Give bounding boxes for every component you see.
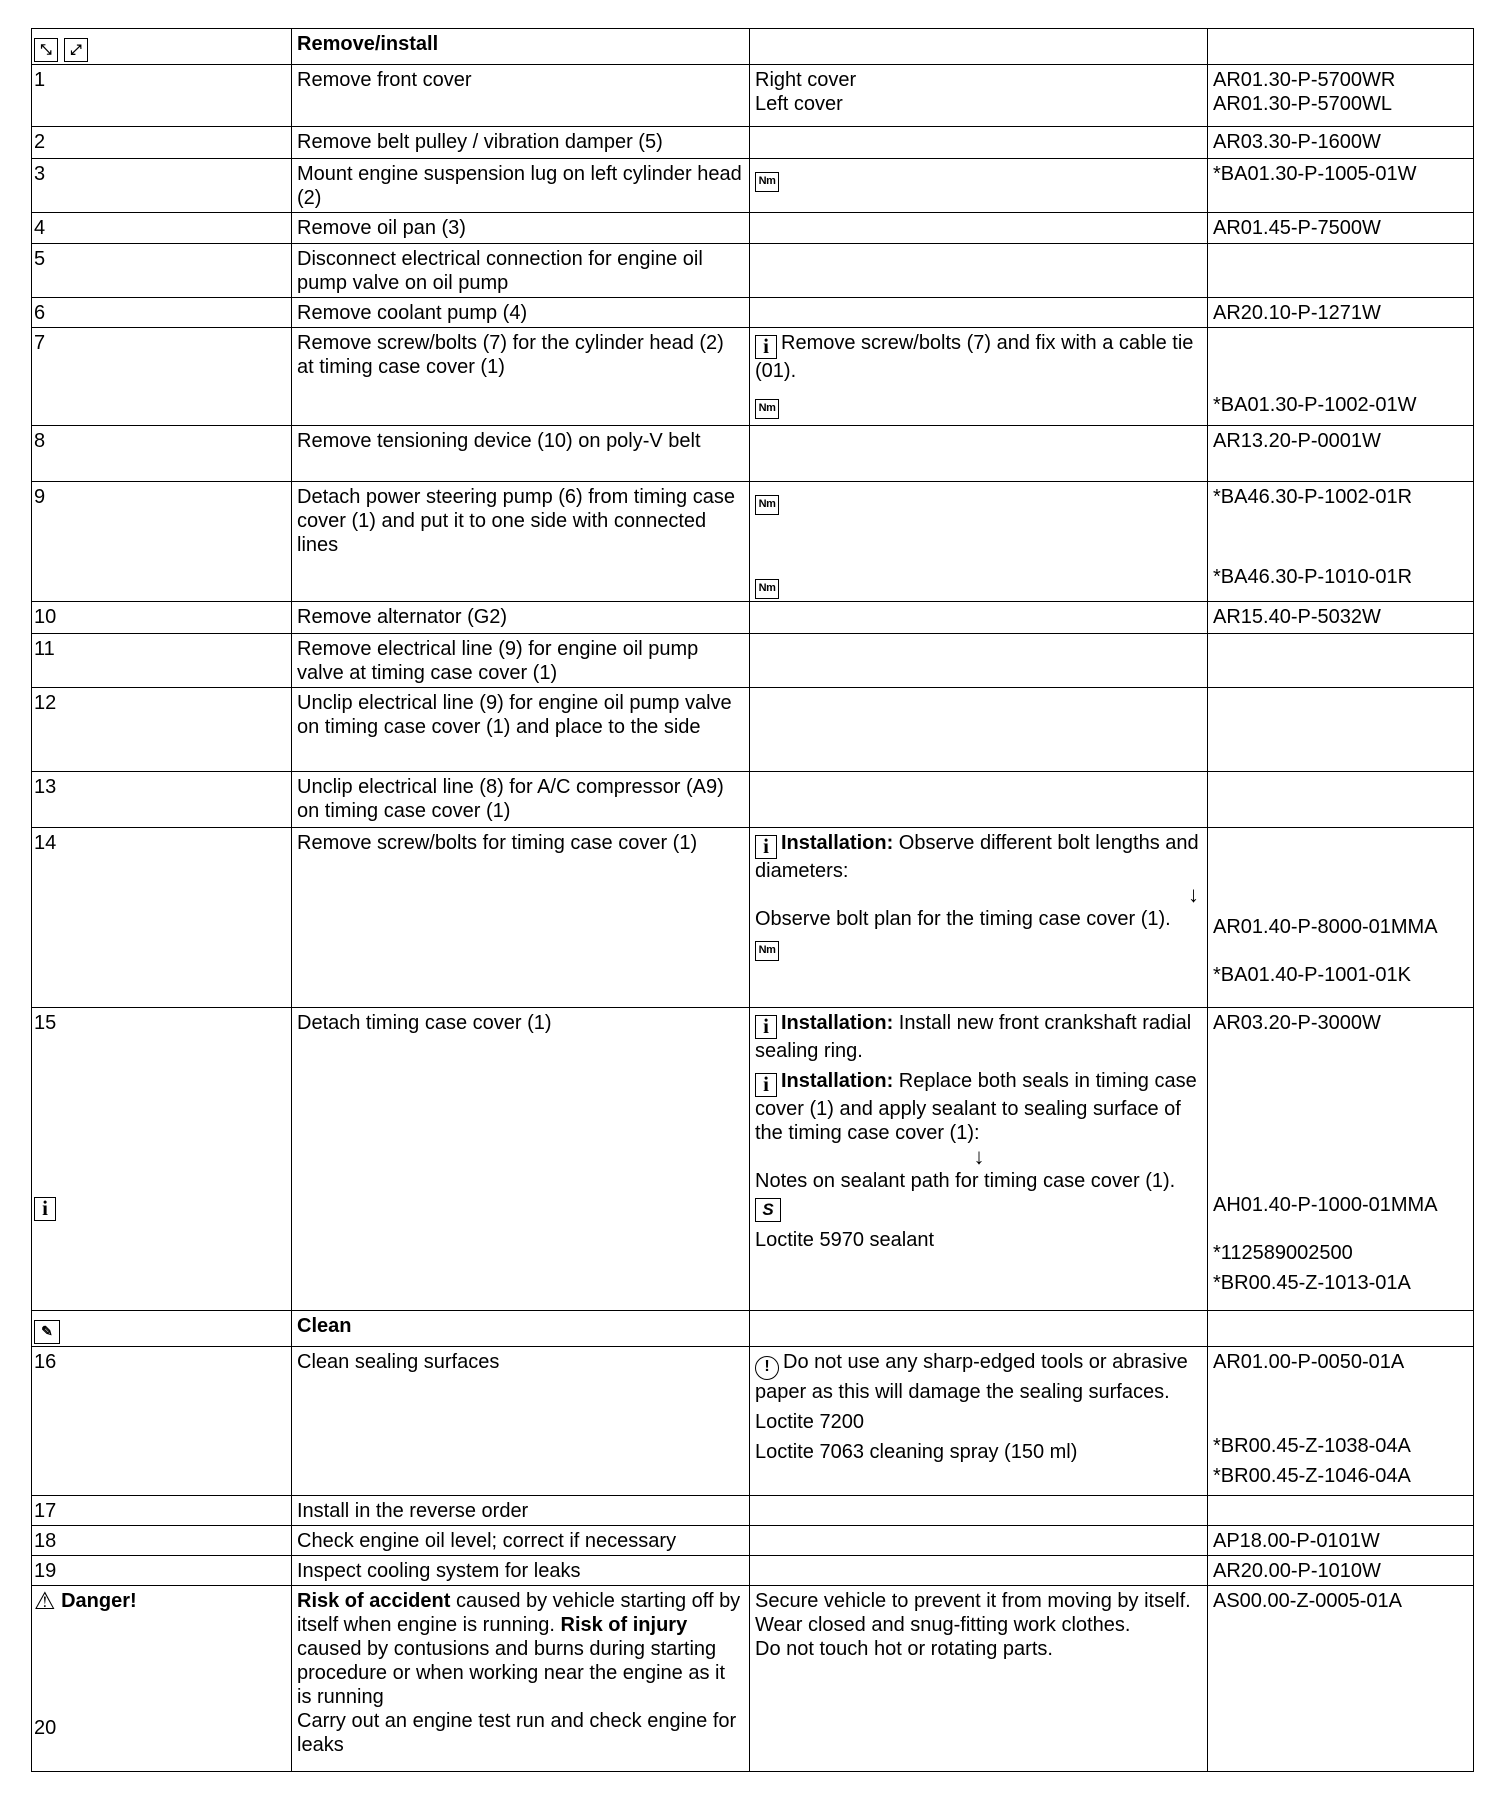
removal-arrows-icon: ⤡ (34, 38, 58, 62)
ref-link[interactable]: AS00.00-Z-0005-01A (1208, 1586, 1474, 1772)
table-row-danger (32, 1586, 1474, 1772)
step-number: 14 (32, 828, 292, 1008)
table-row (32, 1496, 1474, 1526)
ref-link[interactable]: AR01.30-P-5700WL (1213, 93, 1392, 115)
down-arrow-icon: ↓ (1188, 882, 1199, 907)
ref-link[interactable]: *BA46.30-P-1002-01R (1213, 486, 1413, 508)
step-text: Check engine oil level; correct if necessary (292, 1526, 750, 1556)
warning-triangle-icon: ⚠ (34, 1588, 56, 1615)
step-text: Clean sealing surfaces (292, 1347, 750, 1496)
step-text: Remove front cover (292, 65, 750, 127)
step-number: 9 (32, 482, 292, 602)
torque-nm-icon[interactable]: Nm (755, 495, 779, 515)
step-text: Mount engine suspension lug on left cylinder head (2) (292, 159, 750, 213)
installation-label: Installation: (781, 1012, 894, 1034)
note-text: Remove screw/bolts (7) and fix with a cable tie (01). (755, 332, 1194, 382)
table-row (32, 688, 1474, 772)
table-row (32, 1526, 1474, 1556)
step-text: Remove belt pulley / vibration damper (5) (292, 127, 750, 159)
caution-text: Do not use any sharp-edged tools or abrasive paper as this will damage the sealing surfaces. (755, 1351, 1188, 1403)
risk-accident-label: Risk of accident (297, 1590, 451, 1612)
step-text: Unclip electrical line (8) for A/C compressor (A9) on timing case cover (1) (292, 772, 750, 828)
section-title-clean: Clean (297, 1315, 352, 1337)
step-number: 17 (32, 1496, 292, 1526)
step-number: 15 (34, 1012, 57, 1034)
table-row (32, 828, 1474, 1008)
table-row (32, 602, 1474, 634)
danger-measure: Secure vehicle to prevent it from moving by itself. (755, 1590, 1191, 1612)
ref-link[interactable]: AR20.10-P-1271W (1208, 298, 1474, 328)
table-row (32, 65, 1474, 127)
risk-injury-label: Risk of injury (560, 1614, 688, 1636)
info-icon[interactable]: i (755, 335, 777, 359)
ref-link[interactable]: *BA01.40-P-1001-01K (1213, 964, 1411, 986)
ref-link[interactable]: AR13.20-P-0001W (1208, 426, 1474, 482)
ref-link[interactable]: *112589002500 (1213, 1242, 1353, 1264)
risk-accident-text: caused by vehicle starting off by itself when engine is running. (297, 1590, 741, 1636)
table-row (32, 298, 1474, 328)
torque-nm-icon[interactable]: Nm (755, 579, 779, 599)
step-number: 5 (32, 244, 292, 298)
ref-link[interactable]: AR15.40-P-5032W (1208, 602, 1474, 634)
risk-injury-text: caused by contusions and burns during starting procedure or when working near the engine as it is running (297, 1638, 726, 1708)
sealant-name: Loctite 5970 sealant (755, 1229, 935, 1251)
procedure-table (31, 28, 1474, 1772)
step-number: 11 (32, 634, 292, 688)
step-text: Remove screw/bolts for timing case cover (1) (292, 828, 750, 1008)
ref-link[interactable]: *BR00.45-Z-1038-04A (1213, 1435, 1411, 1457)
danger-label: Danger! (61, 1590, 137, 1612)
ref-link[interactable]: *BA01.30-P-1002-01W (1213, 394, 1417, 416)
torque-nm-icon[interactable]: Nm (755, 172, 779, 192)
table-row (32, 426, 1474, 482)
step-text: Detach power steering pump (6) from timing case cover (1) and put it to one side with connected lines (292, 482, 750, 602)
step-text: Remove electrical line (9) for engine oil pump valve at timing case cover (1) (292, 634, 750, 688)
ref-link[interactable]: *BA01.30-P-1005-01W (1208, 159, 1474, 213)
ref-link[interactable]: AH01.40-P-1000-01MMA (1213, 1194, 1438, 1216)
table-row (32, 213, 1474, 244)
ref-link[interactable]: AR01.30-P-5700WR (1213, 69, 1396, 91)
section-title-remove-install: Remove/install (297, 33, 439, 55)
table-row (32, 1347, 1474, 1496)
ref-link[interactable]: AP18.00-P-0101W (1208, 1526, 1474, 1556)
down-arrow-icon: ↓ (973, 1144, 985, 1169)
note-text: Observe different bolt lengths and diameters: (755, 832, 1199, 882)
step-text: Inspect cooling system for leaks (292, 1556, 750, 1586)
step-text: Remove screw/bolts (7) for the cylinder head (2) at timing case cover (1) (292, 328, 750, 426)
step-text: Carry out an engine test run and check engine for leaks (297, 1710, 737, 1756)
table-row (32, 159, 1474, 213)
table-row-clean-header (32, 1311, 1474, 1347)
danger-text (297, 1589, 745, 1709)
table-row (32, 772, 1474, 828)
sealant-path-note: Notes on sealant path for timing case cover (1). (755, 1170, 1176, 1192)
ref-link[interactable]: *BA46.30-P-1010-01R (1213, 566, 1413, 588)
step-number: 20 (34, 1717, 57, 1739)
step-text: Disconnect electrical connection for engine oil pump valve on oil pump (292, 244, 750, 298)
info-icon[interactable]: i (755, 835, 777, 859)
table-row (32, 1008, 1474, 1311)
ref-link[interactable]: AR01.00-P-0050-01A (1213, 1351, 1405, 1373)
caution-icon: ! (755, 1356, 779, 1380)
info-icon[interactable]: i (755, 1073, 777, 1097)
note-text: Replace both seals in timing case cover (1) and apply sealant to sealing surface of the timing case cover (1): (755, 1070, 1197, 1144)
table-row (32, 328, 1474, 426)
ref-link[interactable]: AR01.45-P-7500W (1208, 213, 1474, 244)
ref-link[interactable]: *BR00.45-Z-1046-04A (1213, 1465, 1411, 1487)
ref-link[interactable]: AR03.30-P-1600W (1208, 127, 1474, 159)
ref-link[interactable]: AR03.20-P-3000W (1213, 1012, 1381, 1034)
note-left-cover: Left cover (755, 93, 843, 115)
table-row (32, 1556, 1474, 1586)
step-number: 8 (32, 426, 292, 482)
installation-arrows-icon: ⤢ (64, 38, 88, 62)
step-number: 10 (32, 602, 292, 634)
step-number: 6 (32, 298, 292, 328)
step-number: 2 (32, 127, 292, 159)
installation-label: Installation: (781, 832, 894, 854)
material-loctite-7200: Loctite 7200 (755, 1411, 864, 1433)
table-row (32, 244, 1474, 298)
bolt-plan-note: Observe bolt plan for the timing case cover (1). (755, 908, 1171, 930)
torque-nm-icon[interactable]: Nm (755, 941, 779, 961)
danger-measure: Do not touch hot or rotating parts. (755, 1638, 1053, 1660)
table-row (32, 127, 1474, 159)
step-text: Remove tensioning device (10) on poly-V belt (292, 426, 750, 482)
ref-link[interactable]: AR01.40-P-8000-01MMA (1213, 916, 1438, 938)
torque-nm-icon[interactable]: Nm (755, 399, 779, 419)
step-number: 18 (32, 1526, 292, 1556)
step-number: 16 (32, 1347, 292, 1496)
note-right-cover: Right cover (755, 69, 857, 91)
step-number: 13 (32, 772, 292, 828)
step-text: Remove oil pan (3) (292, 213, 750, 244)
table-row (32, 634, 1474, 688)
step-text: Install in the reverse order (292, 1496, 750, 1526)
material-loctite-7063: Loctite 7063 cleaning spray (150 ml) (755, 1441, 1078, 1463)
step-number: 12 (32, 688, 292, 772)
table-row-header (32, 29, 1474, 65)
info-icon[interactable]: i (34, 1197, 56, 1221)
step-text: Remove alternator (G2) (292, 602, 750, 634)
step-number: 4 (32, 213, 292, 244)
sealant-icon[interactable]: S (755, 1198, 781, 1222)
step-number: 19 (32, 1556, 292, 1586)
danger-measure: Wear closed and snug-fitting work clothes. (755, 1614, 1131, 1636)
installation-label: Installation: (781, 1070, 894, 1092)
step-text: Unclip electrical line (9) for engine oil pump valve on timing case cover (1) and place to the side (292, 688, 750, 772)
step-number: 1 (32, 65, 292, 127)
ref-link[interactable]: AR20.00-P-1010W (1208, 1556, 1474, 1586)
note-text: Install new front crankshaft radial sealing ring. (755, 1012, 1192, 1062)
step-number: 3 (32, 159, 292, 213)
info-icon[interactable]: i (755, 1015, 777, 1039)
table-row (32, 482, 1474, 602)
step-number: 7 (32, 328, 292, 426)
cleaning-icon: ✎ (34, 1320, 60, 1344)
ref-link[interactable]: *BR00.45-Z-1013-01A (1213, 1272, 1411, 1294)
step-text: Detach timing case cover (1) (292, 1008, 750, 1311)
step-text: Remove coolant pump (4) (292, 298, 750, 328)
